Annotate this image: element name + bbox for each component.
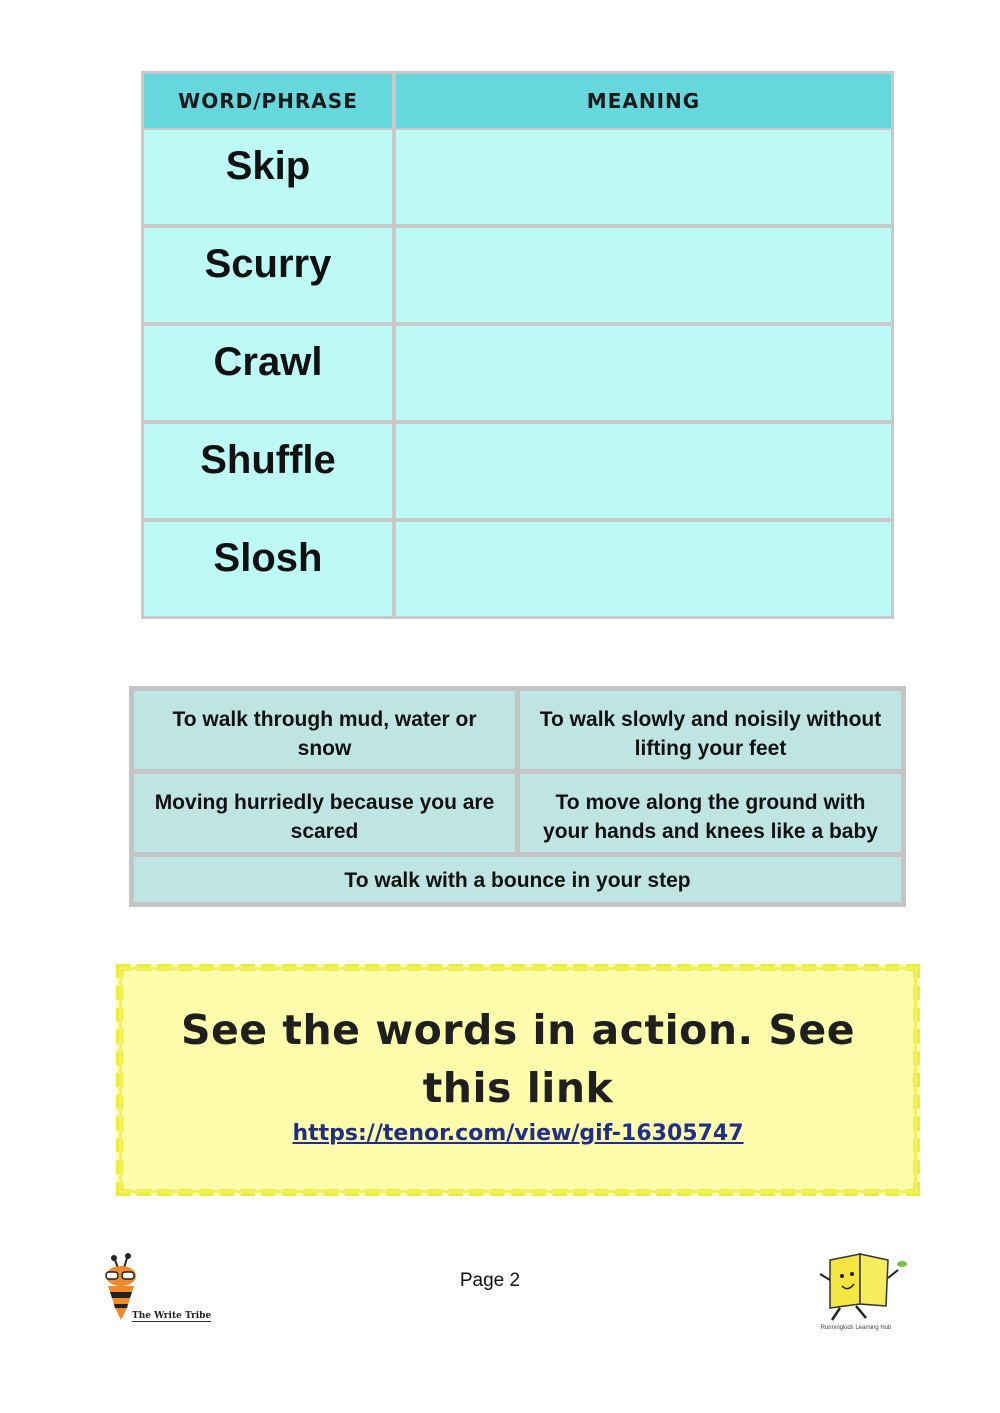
running-book-logo [812, 1244, 912, 1324]
word-shuffle: Shuffle [200, 438, 336, 482]
write-tribe-logo-text: The Write Tribe [132, 1311, 212, 1321]
meaning-answer-cell-skip[interactable] [396, 130, 891, 224]
word-cell [144, 420, 396, 518]
meaning-answer-cell-crawl[interactable] [396, 322, 891, 420]
page-number: Page 2 [459, 1270, 521, 1291]
word-skip: Skip [225, 144, 311, 188]
table-row [144, 420, 891, 518]
meaning-answer-cell-slosh[interactable] [396, 518, 891, 616]
word-slosh: Slosh [213, 536, 323, 580]
vocabulary-table [141, 71, 894, 619]
word-crawl: Crawl [213, 340, 323, 384]
meaning-column-header: MEANING [396, 74, 891, 130]
definition-card[interactable]: Moving hurriedly because you are scared [134, 774, 515, 852]
meaning-answer-cell-scurry[interactable] [396, 224, 891, 322]
definition-card[interactable]: To walk through mud, water or snow [134, 691, 515, 769]
word-column-header: WORD/PHRASE [144, 74, 396, 130]
word-cell [144, 130, 396, 224]
definitions-box [129, 686, 906, 907]
table-row [144, 224, 891, 322]
word-cell [144, 518, 396, 616]
banner-title: See the words in action. See this link [180, 1006, 856, 1112]
definition-card[interactable]: To walk slowly and noisily without lifting your feet [520, 691, 901, 769]
meaning-answer-cell-shuffle[interactable] [396, 420, 891, 518]
word-cell [144, 322, 396, 420]
learning-hub-logo-text: Runningkids Learning Hub [820, 1325, 892, 1331]
gif-link[interactable]: https://tenor.com/view/gif-16305747 [292, 1121, 744, 1146]
word-cell [144, 224, 396, 322]
word-scurry: Scurry [204, 242, 332, 286]
table-row [144, 130, 891, 224]
vocabulary-header-row [144, 74, 891, 130]
table-row [144, 518, 891, 616]
definition-card[interactable]: To move along the ground with your hands and knees like a baby [520, 774, 901, 852]
table-row [144, 322, 891, 420]
definition-card[interactable]: To walk with a bounce in your step [134, 857, 901, 902]
action-link-banner [116, 964, 920, 1196]
